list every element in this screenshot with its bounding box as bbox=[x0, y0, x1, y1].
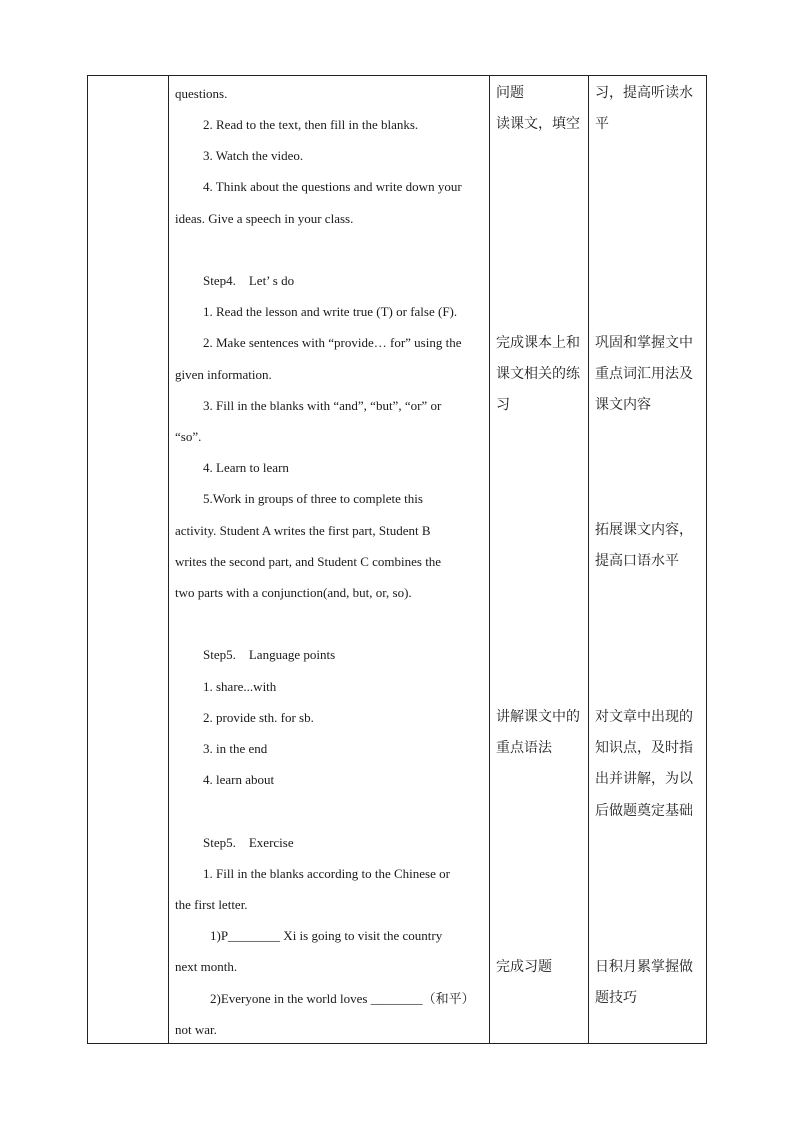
activity-line: 习 bbox=[496, 397, 510, 413]
purpose-line: 课文内容 bbox=[595, 397, 651, 413]
purpose-line: 习，提高听读水 bbox=[595, 85, 693, 101]
purpose-line: 巩固和掌握文中 bbox=[595, 335, 693, 351]
activity-line: 读课文，填空 bbox=[496, 116, 580, 132]
activity-line: 问题 bbox=[496, 85, 524, 101]
procedure-line: ideas. Give a speech in your class. bbox=[175, 211, 354, 226]
procedure-line: 4. learn about bbox=[203, 772, 275, 787]
purpose-line: 日积月累掌握做 bbox=[595, 959, 693, 975]
procedure-line: activity. Student A writes the first part, Student B bbox=[175, 523, 431, 538]
activity-line: 完成课本上和 bbox=[496, 335, 580, 351]
procedure-line: 1. Fill in the blanks according to the Chinese or bbox=[203, 866, 450, 881]
lesson-plan-table bbox=[87, 75, 707, 1044]
procedure-line: 2. provide sth. for sb. bbox=[203, 710, 314, 725]
procedure-line: 4. Learn to learn bbox=[203, 460, 289, 475]
activity-line: 讲解课文中的 bbox=[496, 709, 580, 725]
column-divider bbox=[489, 76, 490, 1043]
step-heading: Step5. Exercise bbox=[203, 835, 294, 850]
purpose-line: 对文章中出现的 bbox=[595, 709, 693, 725]
procedure-line: 2. Read to the text, then fill in the blanks. bbox=[203, 117, 419, 132]
activity-line: 课文相关的练 bbox=[496, 366, 580, 382]
procedure-line: 3. Watch the video. bbox=[203, 148, 304, 163]
purpose-line: 题技巧 bbox=[595, 990, 637, 1006]
procedure-line: not war. bbox=[175, 1022, 217, 1037]
procedure-line: 1. Read the lesson and write true (T) or false (F). bbox=[203, 304, 458, 319]
procedure-line: next month. bbox=[175, 959, 238, 974]
procedure-line: “so”. bbox=[175, 429, 202, 444]
step-heading: Step4. Let’ s do bbox=[203, 273, 295, 288]
purpose-line: 重点词汇用法及 bbox=[595, 366, 693, 382]
purpose-line: 拓展课文内容， bbox=[595, 522, 693, 538]
step-heading: Step5. Language points bbox=[203, 647, 336, 662]
procedure-line: 1. share...with bbox=[203, 679, 277, 694]
column-divider bbox=[168, 76, 169, 1043]
purpose-line: 后做题奠定基础 bbox=[595, 803, 693, 819]
procedure-line: writes the second part, and Student C combines the bbox=[175, 554, 442, 569]
procedure-line: 5.Work in groups of three to complete this bbox=[203, 491, 423, 506]
procedure-line: questions. bbox=[175, 86, 228, 101]
procedure-line: 2. Make sentences with “provide… for” using the bbox=[203, 335, 462, 350]
procedure-line: the first letter. bbox=[175, 897, 248, 912]
purpose-line: 提高口语水平 bbox=[595, 553, 679, 569]
procedure-line: given information. bbox=[175, 367, 272, 382]
purpose-line: 知识点，及时指 bbox=[595, 740, 693, 756]
procedure-line: two parts with a conjunction(and, but, or, so). bbox=[175, 585, 412, 600]
purpose-line: 平 bbox=[595, 116, 609, 132]
activity-line: 完成习题 bbox=[496, 959, 552, 975]
column-divider bbox=[588, 76, 589, 1043]
procedure-line: 4. Think about the questions and write down your bbox=[203, 179, 462, 194]
procedure-line: 1)P________ Xi is going to visit the country bbox=[210, 928, 443, 943]
procedure-line: 3. in the end bbox=[203, 741, 268, 756]
activity-line: 重点语法 bbox=[496, 740, 552, 756]
procedure-line: 3. Fill in the blanks with “and”, “but”, “or” or bbox=[203, 398, 442, 413]
purpose-line: 出并讲解，为以 bbox=[595, 771, 693, 787]
procedure-line: 2)Everyone in the world loves ________（和平） bbox=[210, 991, 475, 1006]
